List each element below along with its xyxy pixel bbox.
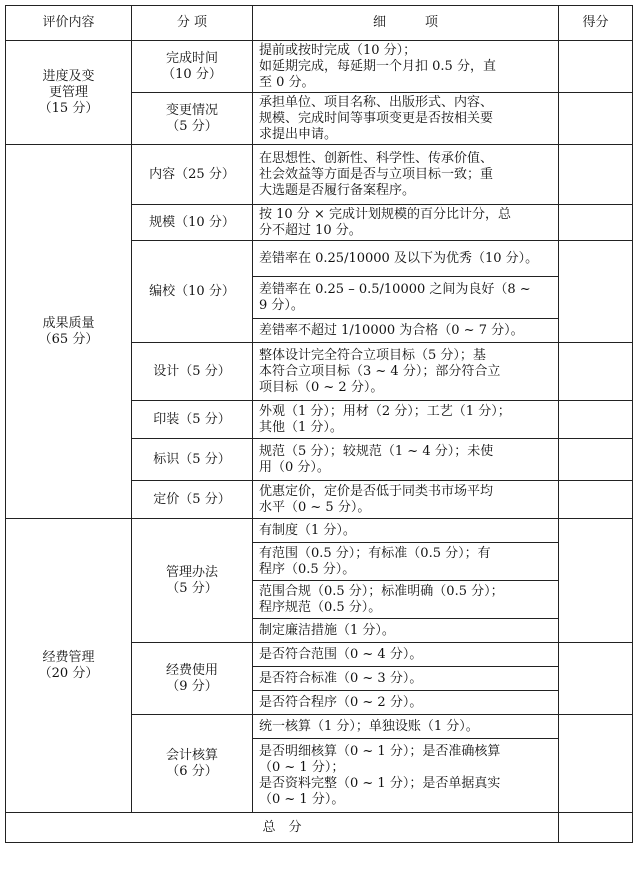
- text-line: （6 分）: [166, 763, 218, 779]
- text-line: 是否资料完整（0 ~ 1 分）；是否单据真实: [259, 775, 501, 791]
- score-cell: [559, 439, 633, 481]
- text-line: 在思想性、创新性、科学性、传承价值、: [259, 150, 494, 166]
- text-line: 社会效益等方面是否与立项目标一致；重: [259, 166, 494, 182]
- text-line: 项目标（0 ~ 2 分）。: [259, 379, 384, 395]
- text-line: 有制度（1 分）。: [259, 522, 356, 538]
- text-line: 是否符合标准（0 ~ 3 分）。: [259, 670, 423, 686]
- text-line: 管理办法: [165, 564, 218, 580]
- text-line: 承担单位、项目名称、出版形式、内容、: [259, 94, 494, 110]
- detail-cell: [253, 543, 559, 581]
- text-line: 是否符合范围（0 ~ 4 分）。: [259, 646, 423, 662]
- text-line: 至 0 分。: [259, 74, 315, 90]
- header-detail: 细 项: [253, 6, 559, 41]
- detail-cell: [253, 439, 559, 481]
- text-line: 按 10 分 × 完成计划规模的百分比计分，总: [259, 206, 511, 222]
- detail-cell: [253, 481, 559, 519]
- detail-cell: [253, 715, 559, 739]
- header-sub-item: 分 项: [132, 6, 253, 41]
- detail-cell: [253, 581, 559, 619]
- text-line: 更管理: [48, 84, 88, 100]
- sub-item-name: [132, 145, 253, 205]
- text-line: 求提出申请。: [259, 126, 338, 142]
- section-name: [6, 519, 132, 813]
- text-line: 有范围（0.5 分）；有标准（0.5 分）；有: [259, 545, 491, 561]
- header-eval-content: 评价内容: [6, 6, 132, 41]
- text-line: （5 分）: [166, 118, 218, 134]
- text-line: 其他（1 分）。: [259, 419, 343, 435]
- text-line: 经费使用: [165, 662, 218, 678]
- text-line: 水平（0 ~ 5 分）。: [259, 499, 371, 515]
- detail-cell: [253, 739, 559, 813]
- evaluation-table: [5, 5, 633, 843]
- text-line: （9 分）: [166, 678, 218, 694]
- header-score: 得分: [559, 6, 633, 41]
- text-line: 经费管理: [42, 649, 95, 665]
- detail-cell: [253, 145, 559, 205]
- text-line: 规范（5 分）；较规范（1 ~ 4 分）；未使: [259, 443, 494, 459]
- total-label: [6, 813, 559, 843]
- score-cell: [559, 93, 633, 145]
- score-cell: [559, 41, 633, 93]
- sub-item-name: [132, 401, 253, 439]
- text-line: 总 分: [262, 819, 302, 835]
- sub-item-name: [132, 519, 253, 643]
- sub-item-name: [132, 643, 253, 715]
- sub-item-name: [132, 715, 253, 813]
- text-line: （20 分）: [38, 665, 99, 681]
- detail-cell: [253, 277, 559, 319]
- sub-item-name: [132, 343, 253, 401]
- score-cell: [559, 715, 633, 813]
- text-line: 分不超过 10 分。: [259, 222, 362, 238]
- table-row: [6, 145, 633, 205]
- text-line: 是否明细核算（0 ~ 1 分）；是否准确核算: [259, 743, 501, 759]
- text-line: （5 分）: [166, 580, 218, 596]
- score-cell: [559, 343, 633, 401]
- section-name: [6, 41, 132, 145]
- text-line: 范围合规（0.5 分）；标准明确（0.5 分）；: [259, 583, 504, 599]
- text-line: 印装（5 分）: [153, 411, 231, 427]
- text-line: （15 分）: [38, 100, 99, 116]
- section-name: [6, 145, 132, 519]
- text-line: 内容（25 分）: [149, 166, 235, 182]
- sub-item-name: [132, 481, 253, 519]
- text-line: 优惠定价，定价是否低于同类书市场平均: [259, 483, 494, 499]
- text-line: 程序（0.5 分）。: [259, 561, 356, 577]
- text-line: 外观（1 分）；用材（2 分）；工艺（1 分）；: [259, 403, 511, 419]
- score-cell: [559, 145, 633, 205]
- sub-item-name: [132, 205, 253, 241]
- detail-cell: [253, 691, 559, 715]
- detail-cell: [253, 241, 559, 277]
- text-line: 如延期完成，每延期一个月扣 0.5 分，直: [259, 58, 496, 74]
- text-line: 会计核算: [165, 747, 218, 763]
- score-cell: [559, 481, 633, 519]
- text-line: 本符合立项目标（3 ~ 4 分）；部分符合立: [259, 363, 501, 379]
- detail-cell: [253, 319, 559, 343]
- total-row: [6, 813, 633, 843]
- text-line: 差错率在 0.25 – 0.5/10000 之间为良好（8 ~: [259, 281, 531, 297]
- text-line: 设计（5 分）: [153, 363, 231, 379]
- score-cell: [559, 643, 633, 715]
- detail-cell: [253, 401, 559, 439]
- text-line: 成果质量: [42, 315, 95, 331]
- score-cell: [559, 205, 633, 241]
- score-cell: [559, 401, 633, 439]
- header-row: [6, 6, 633, 41]
- detail-cell: [253, 619, 559, 643]
- text-line: 用（0 分）。: [259, 459, 330, 475]
- text-line: 统一核算（1 分）；单独设账（1 分）。: [259, 718, 479, 734]
- score-cell: [559, 241, 633, 343]
- detail-cell: [253, 205, 559, 241]
- text-line: 差错率在 0.25/10000 及以下为优秀（10 分）。: [259, 250, 539, 266]
- score-cell: [559, 519, 633, 643]
- text-line: 提前或按时完成（10 分）；: [259, 42, 417, 58]
- text-line: 大选题是否履行备案程序。: [259, 182, 416, 198]
- sub-item-name: [132, 93, 253, 145]
- text-line: （0 ~ 1 分）。: [259, 791, 345, 807]
- text-line: 9 分）。: [259, 297, 304, 313]
- text-line: （65 分）: [38, 331, 99, 347]
- text-line: 定价（5 分）: [153, 491, 231, 507]
- detail-cell: [253, 667, 559, 691]
- text-line: 差错率不超过 1/10000 为合格（0 ~ 7 分）。: [259, 322, 524, 338]
- detail-cell: [253, 519, 559, 543]
- text-line: 规模（10 分）: [149, 214, 235, 230]
- sub-item-name: [132, 41, 253, 93]
- detail-cell: [253, 93, 559, 145]
- text-line: 变更情况: [165, 102, 218, 118]
- text-line: 完成时间: [165, 50, 218, 66]
- text-line: 进度及变: [42, 68, 95, 84]
- text-line: 制定廉洁措施（1 分）。: [259, 622, 395, 638]
- total-score-cell: [559, 813, 633, 843]
- sub-item-name: [132, 439, 253, 481]
- detail-cell: [253, 343, 559, 401]
- text-line: 编校（10 分）: [149, 283, 235, 299]
- sub-item-name: [132, 241, 253, 343]
- table-row: [6, 519, 633, 543]
- text-line: 整体设计完全符合立项目标（5 分）；基: [259, 347, 486, 363]
- text-line: 是否符合程序（0 ~ 2 分）。: [259, 694, 423, 710]
- text-line: （10 分）: [162, 66, 222, 82]
- text-line: （0 ~ 1 分）；: [259, 759, 345, 775]
- text-line: 标识（5 分）: [153, 451, 231, 467]
- text-line: 程序规范（0.5 分）。: [259, 599, 382, 615]
- detail-cell: [253, 41, 559, 93]
- table-row: [6, 41, 633, 93]
- detail-cell: [253, 643, 559, 667]
- text-line: 规模、完成时间等事项变更是否按相关要: [259, 110, 494, 126]
